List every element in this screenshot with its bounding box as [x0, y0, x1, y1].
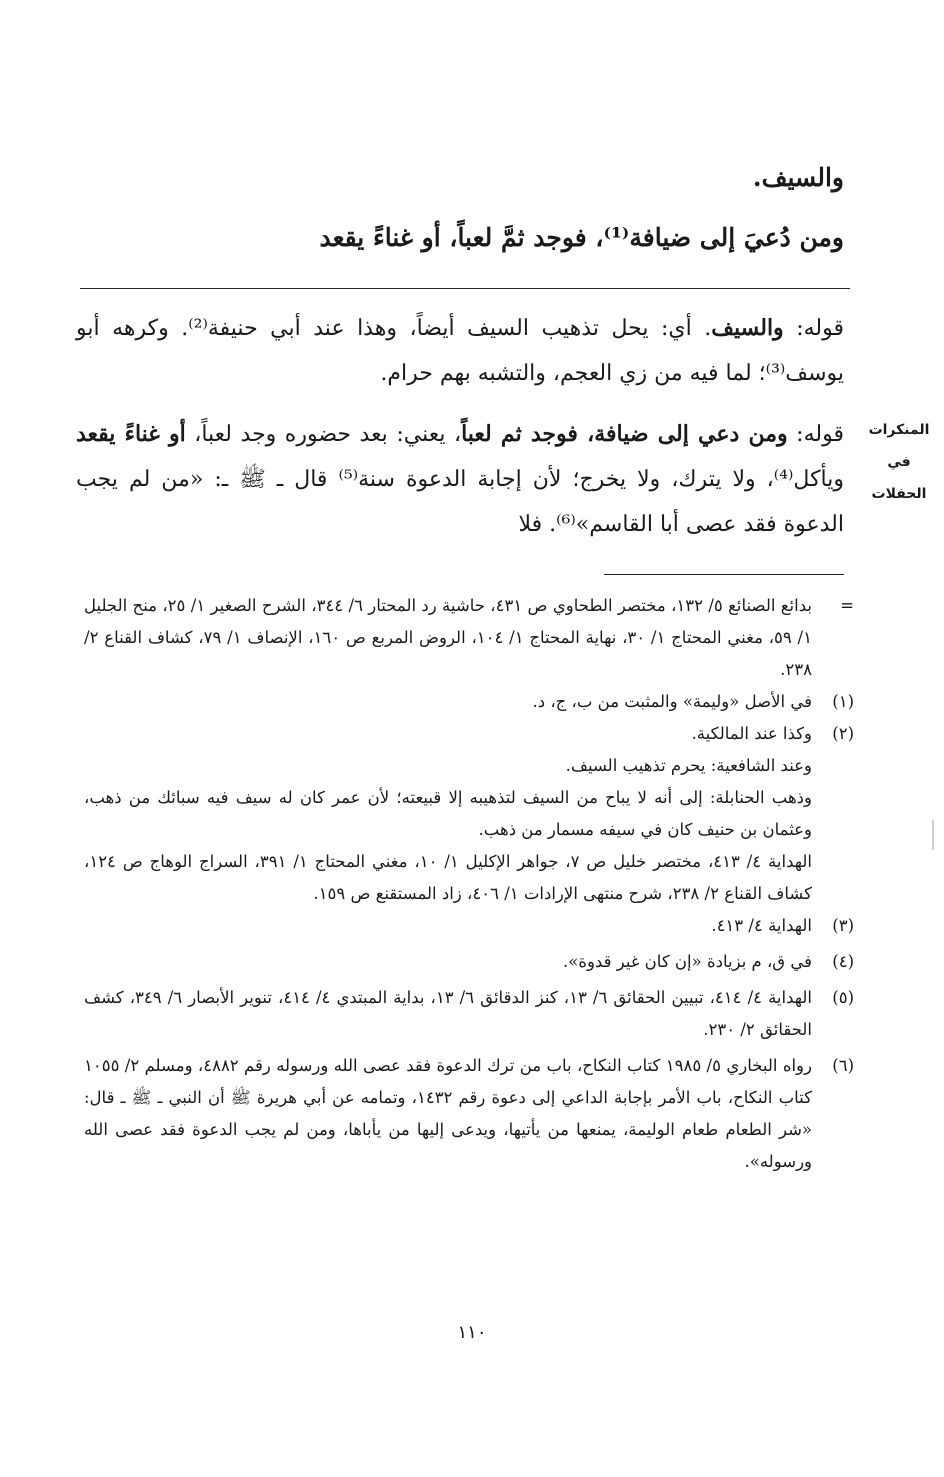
footnote-text: وعند الشافعية: يحرم تذهيب السيف. [565, 756, 812, 775]
footnote-text: في الأصل «وليمة» والمثبت من ب، ج، د. [532, 692, 812, 711]
matn-separator-rule [80, 288, 850, 289]
footnote-number: (٣) [832, 916, 854, 935]
footnote-text: الهداية ٤/ ٤١٣. [711, 916, 812, 935]
commentary-text: ، يعني: بعد حضوره وجد لعباً، [185, 422, 462, 447]
footnote [84, 982, 854, 1046]
footnote [84, 1050, 854, 1178]
footnote-number: (٥) [832, 988, 854, 1007]
footnote-separator-rule [604, 574, 844, 575]
footnotes [84, 590, 854, 1178]
footnote-number: (٢) [832, 724, 854, 743]
commentary-intro: قوله: [783, 316, 844, 341]
matn-line-2: ومن دُعيَ إلى ضيافة⁽¹⁾، فوجد ثمَّ لعباً، أو غناءً يقعد [319, 223, 844, 252]
footnote [84, 590, 854, 686]
scan-edge-mark [932, 820, 934, 850]
page-number: ١١٠ [457, 1322, 487, 1343]
footnote-text: بدائع الصنائع ٥/ ١٣٢، مختصر الطحاوي ص ٤٣١، حاشية رد المحتار ٦/ ٣٤٤، الشرح الصغير ١/ ٢٥، منح الجليل ١/ ٥٩، مغني المحتاج ١/ ٣٠، نهاية المحتاج ١/ ١٠٤، الروض المربع ص ١٦٠، الإنصاف ١/ ٧٩، كشاف القناع ٢/ ٢٣٨. [84, 596, 812, 679]
footnote-number: (٤) [832, 952, 854, 971]
commentary-text: . أي: يحل تذهيب السيف أيضاً، وهذا عند أبي حنيفة⁽²⁾. وكرهه أبو يوسف⁽³⁾؛ لما فيه من زي العجم، والتشبه بهم حرام. [76, 316, 844, 386]
footnote [84, 946, 854, 978]
margin-heading-line: في [887, 454, 911, 470]
footnote [84, 718, 854, 750]
matn-line-1: والسيف. [752, 163, 844, 192]
commentary-text: ويأكل⁽⁴⁾، ولا يترك، ولا يخرج؛ لأن إجابة الدعوة سنة⁽⁵⁾ قال ـ ﷺ ـ: «من لم يجب الدعوة فقد عصى أبا القاسم»⁽⁶⁾. فلا [76, 467, 844, 537]
footnote-text: الهداية ٤/ ٤١٣، مختصر خليل ص ٧، جواهر الإكليل ١/ ١٠، مغني المحتاج ١/ ٣٩١، السراج الوهاج ص ١٢٤، كشاف القناع ٢/ ٢٣٨، شرح منتهى الإرادات ١/ ٤٠٦، زاد المستقنع ص ١٥٩. [84, 852, 812, 903]
footnote [84, 910, 854, 942]
footnote-text: في ق، م بزيادة «إن كان غير قدوة». [562, 952, 812, 971]
commentary-intro: قوله: [787, 422, 844, 447]
footnote-text: الهداية ٤/ ٤١٤، تبيين الحقائق ٦/ ١٣، كنز الدقائق ٦/ ١٣، بداية المبتدي ٤/ ٤١٤، تنوير الأبصار ٦/ ٣٤٩، كشف الحقائق ٢/ ٢٣٠. [84, 988, 812, 1039]
footnote-text: وكذا عند المالكية. [691, 724, 812, 743]
footnote-text: وذهب الحنابلة: إلى أنه لا يباح من السيف لتذهيبه إلا قبيعته؛ لأن عمر كان له سيف فيه سبائك من ذهب، وعثمان بن حنيف كان في سيفه مسمار من ذهب. [84, 788, 812, 839]
commentary-paragraph-2 [76, 412, 844, 547]
footnote-number: (٦) [832, 1056, 854, 1075]
footnote [84, 846, 854, 910]
footnote-number: = [840, 596, 854, 615]
margin-heading [862, 414, 936, 510]
footnote-number: (١) [832, 692, 854, 711]
margin-heading-line: الحفلات [871, 486, 927, 502]
commentary-quoted-term: ومن دعي إلى ضيافة، فوجد ثم لعباً [461, 421, 788, 447]
footnote-text: رواه البخاري ٥/ ١٩٨٥ كتاب النكاح، باب من ترك الدعوة فقد عصى الله ورسوله رقم ٤٨٨٢، ومسلم ٢/ ١٠٥٥ كتاب النكاح، باب الأمر بإجابة الداعي إلى دعوة رقم ١٤٣٢، وتمامه عن أبي هريرة ﷺ أن النبي ـ ﷺ ـ قال: «شر الطعام طعام الوليمة، يمنعها من يأتيها، ويدعى إليها من يأباها، ومن لم يجب الدعوة فقد عصى الله ورسوله». [84, 1056, 812, 1171]
footnote [84, 686, 854, 718]
commentary-quoted-term: أو غناءً يقعد [76, 421, 186, 447]
footnote [84, 782, 854, 846]
margin-heading-line: المنكرات [868, 422, 930, 438]
commentary-quoted-term: والسيف [711, 315, 784, 341]
footnote [84, 750, 854, 782]
commentary-paragraph-1 [76, 306, 844, 396]
